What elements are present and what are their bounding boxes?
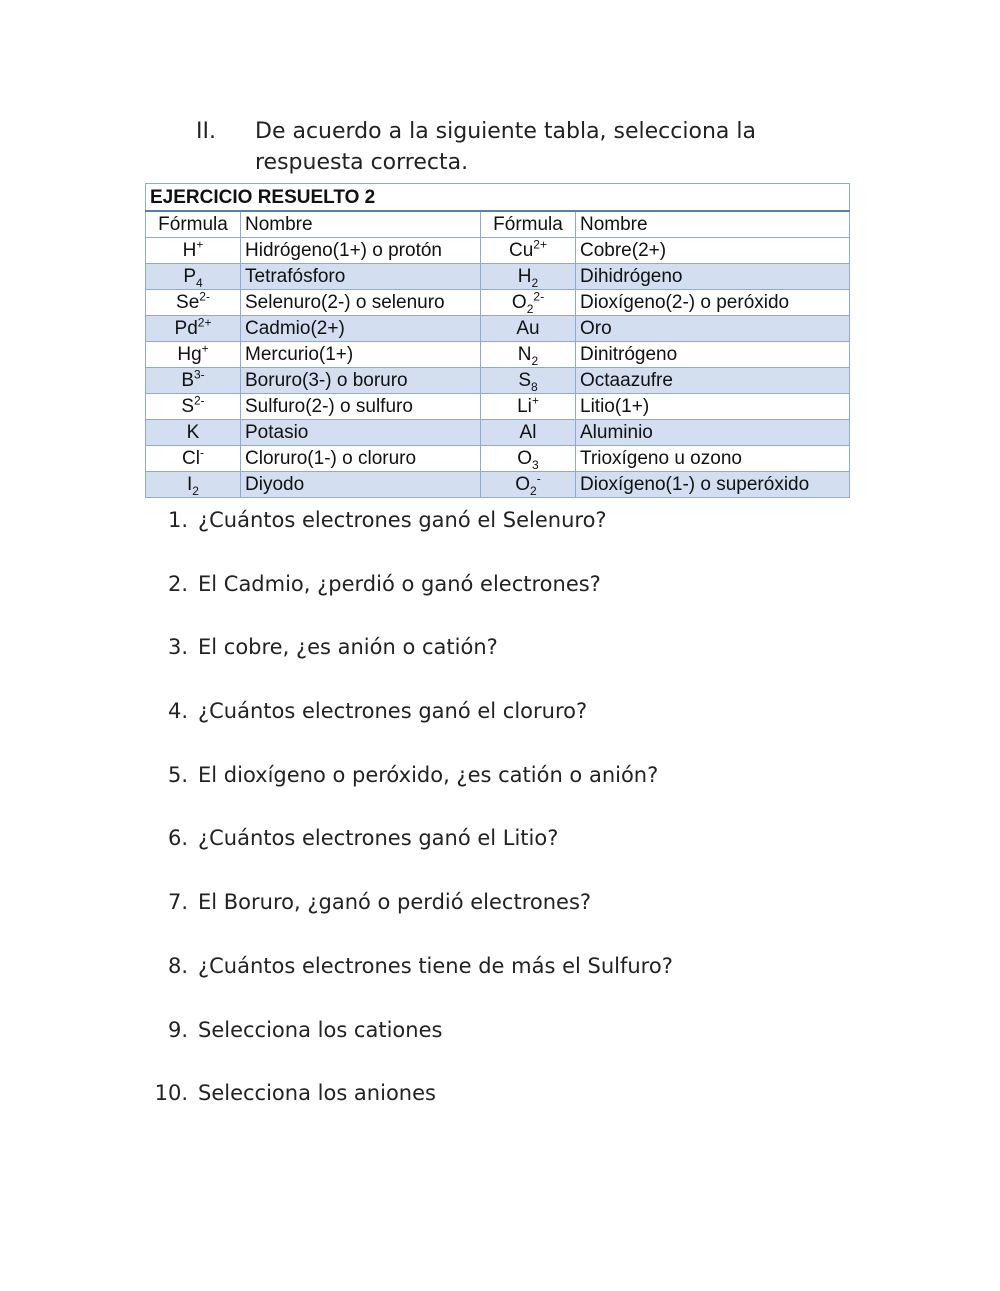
table-row (146, 238, 850, 264)
formula-charge: - (536, 471, 541, 486)
question-number: 1. (167, 508, 188, 532)
formula-symbol: S (181, 396, 194, 417)
formula-symbol: N (517, 344, 532, 365)
question-number: 2. (167, 571, 188, 596)
question-item (150, 694, 910, 758)
question-item (150, 630, 910, 694)
table-row (146, 446, 850, 472)
formula-symbol: B (181, 370, 194, 391)
name-cell: Oro (576, 316, 850, 342)
question-text: Selecciona los aniones (198, 1081, 436, 1106)
question-text: El Boruro, ¿ganó o perdió electrones? (198, 890, 592, 915)
formula-symbol: O (517, 448, 533, 469)
formula-subscript: 2 (531, 275, 539, 290)
formula-cell (146, 316, 241, 342)
formula-charge: 2- (199, 289, 210, 304)
formula-charge: + (196, 237, 204, 252)
instruction-text: De acuerdo a la siguiente tabla, selecciona la respuesta correcta. (255, 119, 756, 175)
formula-symbol: Al (519, 422, 537, 443)
formula-symbol: P (183, 266, 196, 287)
formula-cell (481, 264, 576, 290)
formula-subscript: 2 (530, 483, 537, 498)
formula-cell (481, 290, 576, 316)
formula-subscript: 2 (531, 353, 539, 368)
question-text: El cobre, ¿es anión o catión? (198, 635, 498, 660)
formula-cell (481, 446, 576, 472)
formula-symbol: I (187, 474, 193, 495)
table-row (146, 420, 850, 446)
question-number: 7. (167, 890, 188, 915)
formula-symbol: S (518, 370, 531, 391)
name-cell: Trioxígeno u ozono (576, 446, 850, 472)
table-row (146, 368, 850, 394)
name-cell: Tetrafósforo (241, 264, 481, 290)
formula-symbol: Se (176, 292, 200, 313)
formula-cell (146, 420, 241, 446)
name-cell: Dioxígeno(2-) o peróxido (576, 290, 850, 316)
formula-cell (146, 290, 241, 316)
formula-symbol: O (515, 474, 531, 495)
question-text: ¿Cuántos electrones tiene de más el Sulfuro? (198, 953, 673, 978)
question-text: El Cadmio, ¿perdió o ganó electrones? (198, 571, 601, 596)
question-number: 5. (167, 762, 188, 787)
name-cell: Cobre(2+) (576, 238, 850, 264)
question-list (150, 503, 910, 1140)
name-cell: Aluminio (576, 420, 850, 446)
formula-charge: + (201, 341, 209, 356)
instruction-heading (196, 116, 856, 178)
formula-cell (146, 342, 241, 368)
name-cell: Cadmio(2+) (241, 316, 481, 342)
formula-symbol: H (517, 266, 532, 287)
table-row (146, 472, 850, 498)
question-number: 9. (167, 1017, 188, 1042)
exercise-table (145, 183, 850, 498)
question-item (150, 821, 910, 885)
formula-symbol: Hg (177, 344, 202, 365)
formula-symbol: Cl (182, 448, 200, 469)
question-text: ¿Cuántos electrones ganó el Selenuro? (198, 508, 607, 532)
formula-subscript: 8 (531, 379, 538, 394)
name-cell: Octaazufre (576, 368, 850, 394)
name-cell: Hidrógeno(1+) o protón (241, 238, 481, 264)
name-cell: Boruro(3-) o boruro (241, 368, 481, 394)
table-header-row (146, 211, 850, 238)
formula-cell (146, 446, 241, 472)
header-name-2: Nombre (576, 211, 850, 238)
name-cell: Dioxígeno(1-) o superóxido (576, 472, 850, 498)
table-row (146, 394, 850, 420)
name-cell: Sulfuro(2-) o sulfuro (241, 394, 481, 420)
question-text: ¿Cuántos electrones ganó el Litio? (198, 826, 559, 851)
question-number: 4. (167, 699, 188, 724)
formula-cell (481, 316, 576, 342)
formula-symbol: Cu (509, 240, 534, 261)
formula-cell (481, 342, 576, 368)
formula-symbol: Pd (174, 318, 198, 339)
formula-symbol: H (182, 240, 197, 261)
question-item (150, 1013, 910, 1077)
question-item (150, 1076, 910, 1140)
formula-symbol: Au (516, 318, 540, 339)
formula-charge: 3- (194, 367, 205, 382)
name-cell: Selenuro(2-) o selenuro (241, 290, 481, 316)
formula-symbol: O (511, 292, 527, 313)
formula-cell (146, 472, 241, 498)
formula-symbol: Li (517, 396, 532, 417)
question-number: 6. (167, 826, 188, 851)
question-item (150, 758, 910, 822)
formula-cell (146, 394, 241, 420)
formula-cell (146, 238, 241, 264)
formula-subscript: 3 (532, 457, 539, 472)
formula-charge: 2+ (197, 315, 212, 330)
formula-charge: 2+ (533, 237, 547, 252)
question-item (150, 503, 910, 567)
formula-subscript: 4 (196, 275, 203, 290)
formula-charge: 2- (194, 393, 205, 408)
formula-subscript: 2 (526, 301, 534, 316)
formula-charge: 2- (533, 289, 545, 304)
formula-subscript: 2 (192, 483, 199, 498)
formula-cell (481, 368, 576, 394)
formula-cell (146, 264, 241, 290)
question-text: Selecciona los cationes (198, 1017, 443, 1042)
question-number: 3. (167, 635, 188, 660)
question-item (150, 885, 910, 949)
formula-cell (481, 394, 576, 420)
question-item (150, 949, 910, 1013)
table-row (146, 290, 850, 316)
table-row (146, 342, 850, 368)
formula-charge: - (199, 445, 204, 460)
question-text: El dioxígeno o peróxido, ¿es catión o anión? (198, 762, 659, 787)
name-cell: Dihidrógeno (576, 264, 850, 290)
table-row (146, 264, 850, 290)
header-formula-2: Fórmula (481, 211, 576, 238)
question-text: ¿Cuántos electrones ganó el cloruro? (198, 699, 588, 724)
section-numeral: II. (196, 119, 216, 144)
name-cell: Mercurio(1+) (241, 342, 481, 368)
formula-symbol: K (186, 422, 200, 443)
header-formula-1: Fórmula (146, 211, 241, 238)
table-row (146, 316, 850, 342)
name-cell: Dinitrógeno (576, 342, 850, 368)
formula-cell (146, 368, 241, 394)
formula-cell (481, 238, 576, 264)
name-cell: Potasio (241, 420, 481, 446)
table-title-row (146, 184, 850, 212)
formula-charge: + (531, 393, 539, 408)
name-cell: Cloruro(1-) o cloruro (241, 446, 481, 472)
formula-cell (481, 472, 576, 498)
table-title: EJERCICIO RESUELTO 2 (146, 184, 850, 212)
question-number: 10. (154, 1081, 188, 1106)
question-number: 8. (167, 953, 188, 978)
header-name-1: Nombre (241, 211, 481, 238)
formula-cell (481, 420, 576, 446)
name-cell: Litio(1+) (576, 394, 850, 420)
question-item (150, 567, 910, 631)
exercise-table-container (145, 183, 849, 498)
name-cell: Diyodo (241, 472, 481, 498)
